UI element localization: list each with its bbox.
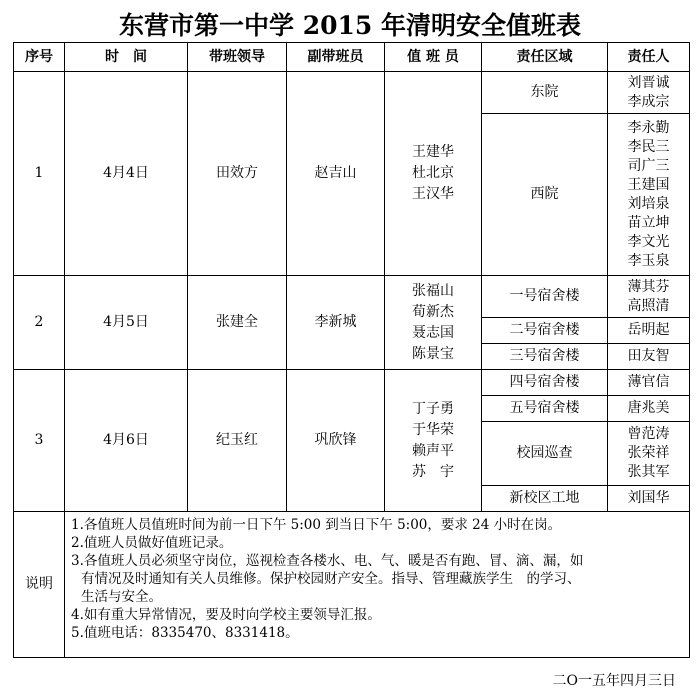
group-no: 1 (14, 72, 65, 276)
header-row (14, 43, 690, 72)
group-leader: 田效方 (188, 72, 287, 276)
note-line: 3.各值班人员必须坚守岗位，巡视检查各楼水、电、气、暖是否有跑、冒、滴、漏，如 (71, 553, 584, 569)
person-cell: 岳明起 (608, 318, 690, 344)
note-line: 2.值班人员做好值班记录。 (71, 535, 233, 551)
staff-name: 赖声平 (412, 442, 454, 459)
staff-name: 苏 宇 (412, 463, 454, 480)
person-name: 张其军 (627, 464, 670, 480)
group-deputy: 赵吉山 (287, 72, 385, 276)
staff-name: 荀新杰 (412, 303, 454, 320)
area-cell: 三号宿舍楼 (482, 344, 608, 370)
duty-table (13, 42, 690, 658)
staff-name: 丁子勇 (412, 400, 454, 417)
person-name: 高照清 (627, 297, 670, 314)
group-deputy: 巩欣锋 (287, 370, 385, 512)
page-title: 东营市第一中学 2015 年清明安全值班表 (119, 11, 581, 40)
person-cell (608, 114, 690, 276)
person-name: 曾范涛 (627, 426, 670, 442)
person-cell: 刘国华 (608, 486, 690, 512)
notes-label: 说明 (14, 512, 65, 658)
group-staff (385, 72, 482, 276)
note-line: 生活与安全。 (81, 589, 162, 605)
group-staff (385, 276, 482, 370)
staff-name: 王汉华 (412, 186, 454, 202)
note-line: 4.如有重大异常情况，要及时向学校主要领导汇报。 (71, 607, 381, 623)
header-person: 责任人 (608, 43, 690, 72)
notes-cell (65, 512, 690, 658)
staff-name: 于华荣 (412, 421, 454, 438)
area-cell: 一号宿舍楼 (482, 276, 608, 318)
notes-row (14, 512, 690, 658)
group-date: 4月6日 (65, 370, 188, 512)
group-no: 3 (14, 370, 65, 512)
area-cell: 东院 (482, 72, 608, 114)
area-cell: 五号宿舍楼 (482, 396, 608, 422)
table-row (14, 72, 690, 114)
staff-name: 陈景宝 (412, 345, 454, 362)
note-line: 有情况及时通知有关人员维修。保护校园财产安全。指导、管理藏族学生 的学习、 (81, 571, 581, 587)
person-name: 李民三 (627, 138, 670, 155)
person-name: 张荣祥 (627, 445, 670, 461)
person-name: 李永勤 (627, 119, 670, 136)
staff-name: 张福山 (412, 282, 454, 299)
group-staff (385, 370, 482, 512)
person-cell: 薄官信 (608, 370, 690, 396)
person-cell (608, 72, 690, 114)
header-leader: 带班领导 (188, 43, 287, 72)
signed-date: 二O一五年四月三日 (552, 673, 676, 689)
area-cell: 二号宿舍楼 (482, 318, 608, 344)
table-row (14, 276, 690, 318)
table-row (14, 370, 690, 396)
group-date: 4月5日 (65, 276, 188, 370)
note-line: 1.各值班人员值班时间为前一日下午 5:00 到当日下午 5:00，要求 24 小时在岗。 (71, 517, 562, 533)
person-cell: 田友智 (608, 344, 690, 370)
staff-name: 杜北京 (412, 165, 454, 181)
group-no: 2 (14, 276, 65, 370)
group-leader: 张建全 (188, 276, 287, 370)
person-cell (608, 422, 690, 486)
person-name: 李成宗 (627, 93, 670, 110)
staff-name: 聂志国 (412, 324, 454, 341)
note-line: 5.值班电话：8335470、8331418。 (71, 625, 299, 641)
person-cell (608, 276, 690, 318)
person-name: 王建国 (627, 176, 670, 193)
group-deputy: 李新城 (287, 276, 385, 370)
group-date: 4月4日 (65, 72, 188, 276)
header-area: 责任区域 (482, 43, 608, 72)
area-cell: 新校区工地 (482, 486, 608, 512)
area-cell: 校园巡查 (482, 422, 608, 486)
header-deputy: 副带班员 (287, 43, 385, 72)
person-name: 李玉泉 (627, 252, 670, 269)
person-name: 刘培泉 (627, 195, 670, 212)
person-name: 薄其芬 (627, 278, 670, 295)
header-date: 时 间 (65, 43, 188, 72)
person-cell: 唐兆美 (608, 396, 690, 422)
person-name: 苗立坤 (627, 214, 670, 231)
group-leader: 纪玉红 (188, 370, 287, 512)
area-cell: 四号宿舍楼 (482, 370, 608, 396)
person-name: 刘晋诚 (627, 74, 670, 91)
person-name: 李文光 (627, 233, 670, 250)
person-name: 司广三 (627, 157, 670, 174)
header-no: 序号 (14, 43, 65, 72)
area-cell: 西院 (482, 114, 608, 276)
header-staff: 值 班 员 (385, 43, 482, 72)
staff-name: 王建华 (412, 144, 454, 160)
